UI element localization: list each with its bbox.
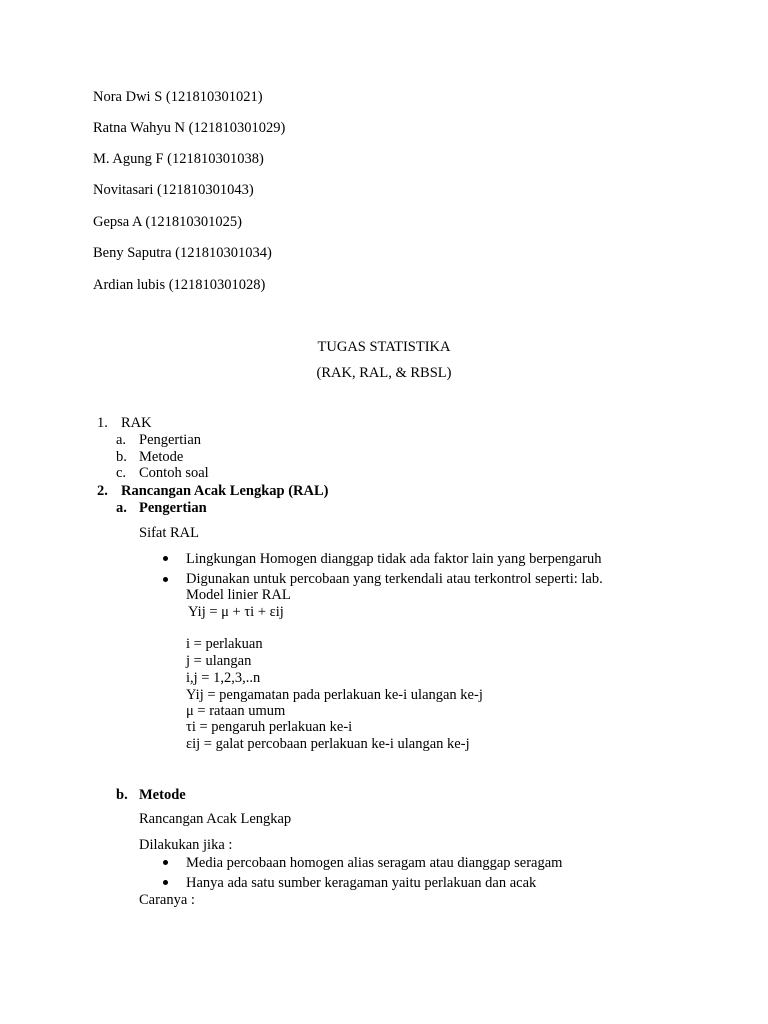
bullet-icon [163, 556, 168, 561]
bullet-icon [163, 577, 168, 582]
metode-condition: Dilakukan jika : [139, 837, 233, 853]
section-2a-label: a. [116, 500, 127, 516]
document-title: TUGAS STATISTIKA [317, 339, 451, 355]
section-2-number: 2. [97, 483, 108, 499]
section-1-item-c: Contoh soal [139, 465, 209, 481]
bullet-icon [163, 860, 168, 865]
section-1-item-b-label: b. [116, 449, 127, 465]
model-linier-label: Model linier RAL [186, 587, 291, 603]
member-4: Novitasari (121810301043) [93, 182, 254, 198]
metode-subtitle: Rancangan Acak Lengkap [139, 811, 292, 827]
bullet-icon [163, 880, 168, 885]
member-7: Ardian lubis (121810301028) [93, 277, 266, 293]
member-5: Gepsa A (121810301025) [93, 214, 243, 230]
member-6: Beny Saputra (121810301034) [93, 245, 272, 261]
definition-yij: Yij = pengamatan pada perlakuan ke-i ulangan ke-j [186, 687, 483, 703]
sifat-ral-label: Sifat RAL [139, 525, 200, 541]
model-equation: Yij = μ + τi + εij [188, 604, 284, 620]
definition-i: i = perlakuan [186, 636, 263, 652]
metode-bullet-1: Media percobaan homogen alias seragam atau dianggap seragam [186, 855, 563, 871]
definition-j: j = ulangan [186, 653, 252, 669]
definition-mu: μ = rataan umum [186, 703, 286, 719]
section-2b-heading: Metode [139, 787, 186, 803]
sifat-bullet-2: Digunakan untuk percobaan yang terkendali atau terkontrol seperti: lab. [186, 571, 603, 587]
section-1-item-c-label: c. [116, 465, 127, 481]
section-1-item-b: Metode [139, 449, 184, 465]
metode-bullet-2: Hanya ada satu sumber keragaman yaitu perlakuan dan acak [186, 875, 537, 891]
member-1: Nora Dwi S (121810301021) [93, 89, 263, 105]
section-1-item-a-label: a. [116, 432, 127, 448]
member-2: Ratna Wahyu N (121810301029) [93, 120, 286, 136]
caranya-label: Caranya : [139, 892, 195, 908]
section-1-item-a: Pengertian [139, 432, 202, 448]
section-2b-label: b. [116, 787, 128, 803]
section-2-heading: Rancangan Acak Lengkap (RAL) [121, 483, 329, 499]
document-subtitle: (RAK, RAL, & RBSL) [316, 365, 452, 381]
section-1-number: 1. [97, 415, 108, 431]
definition-tau: τi = pengaruh perlakuan ke-i [186, 719, 353, 735]
sifat-bullet-1: Lingkungan Homogen dianggap tidak ada faktor lain yang berpengaruh [186, 551, 602, 567]
definition-epsilon: εij = galat percobaan perlakuan ke-i ulangan ke-j [186, 736, 470, 752]
section-2a-heading: Pengertian [139, 500, 207, 516]
member-3: M. Agung F (121810301038) [93, 151, 264, 167]
section-1-heading: RAK [121, 415, 152, 431]
definition-ij-range: i,j = 1,2,3,..n [186, 670, 261, 686]
